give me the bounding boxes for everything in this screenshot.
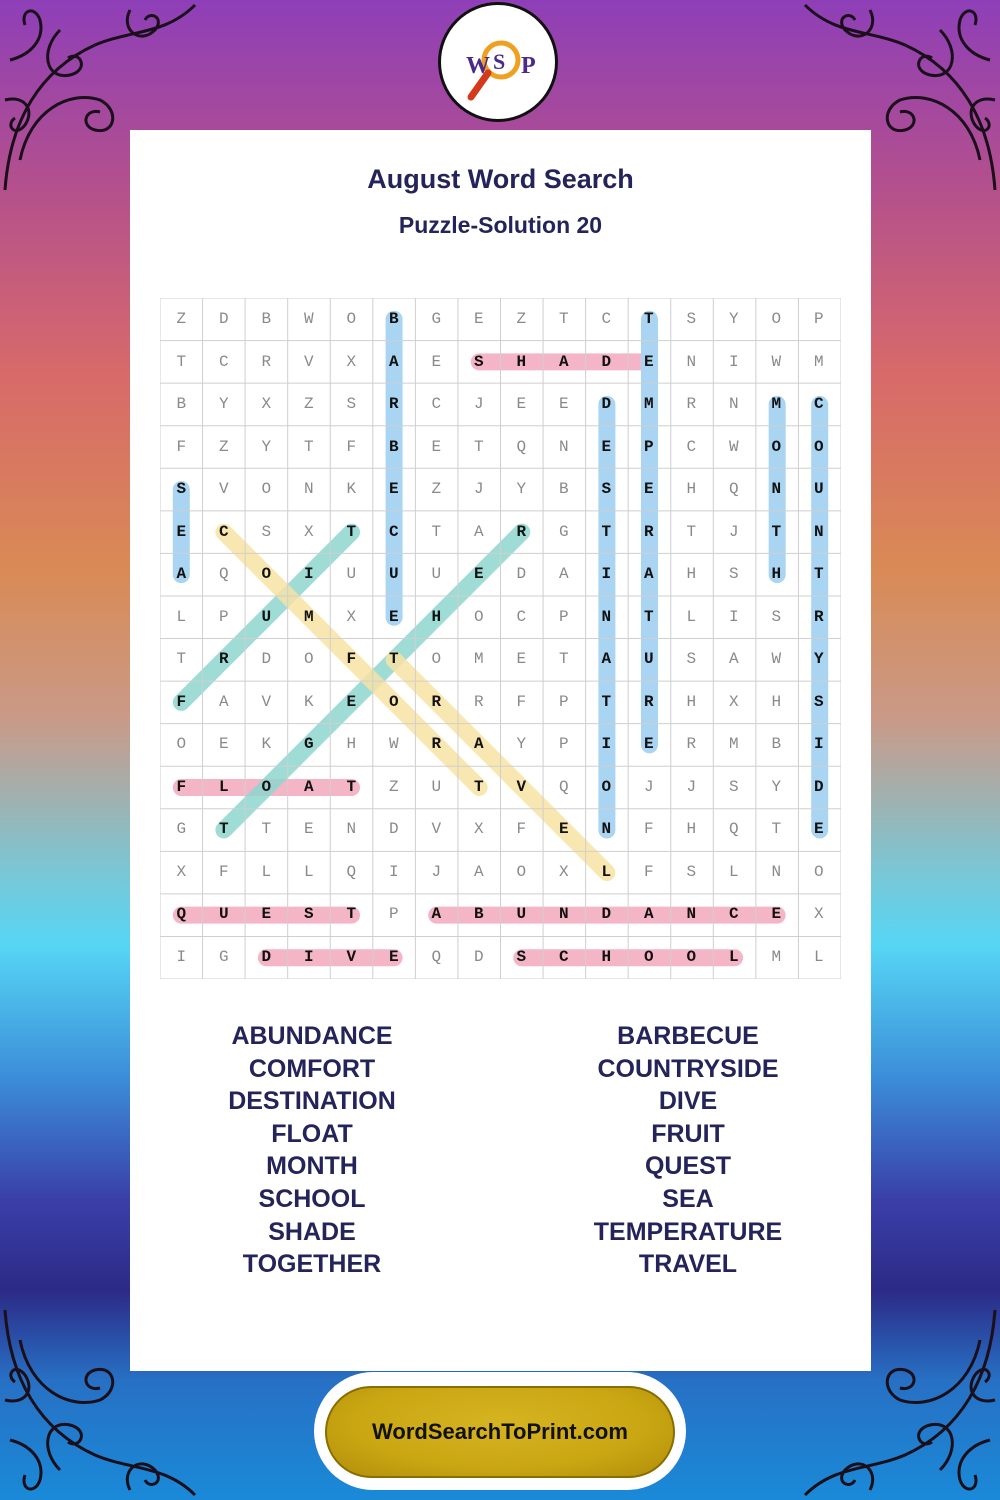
grid-cell[interactable]: X xyxy=(303,522,314,541)
grid-cell[interactable]: R xyxy=(431,735,442,754)
grid-cell[interactable]: T xyxy=(601,522,612,541)
grid-cell[interactable]: M xyxy=(771,947,782,966)
grid-cell[interactable]: H xyxy=(686,692,697,711)
grid-cell[interactable]: X xyxy=(261,395,272,414)
grid-cell[interactable]: O xyxy=(601,777,612,796)
grid-cell[interactable]: G xyxy=(558,522,569,541)
grid-cell[interactable]: T xyxy=(218,820,229,839)
grid-cell[interactable]: V xyxy=(431,820,442,839)
grid-cell[interactable]: E xyxy=(431,352,442,371)
grid-cell[interactable]: M xyxy=(303,607,314,626)
word-list-item: SEA xyxy=(662,1184,714,1213)
grid-cell[interactable]: R xyxy=(261,352,272,371)
grid-cell[interactable]: P xyxy=(643,437,654,456)
grid-cell[interactable]: N xyxy=(346,820,357,839)
grid-cell[interactable]: F xyxy=(218,862,229,881)
grid-cell[interactable]: A xyxy=(176,565,187,584)
grid-cell[interactable]: S xyxy=(473,352,484,371)
grid-cell[interactable]: J xyxy=(473,395,484,414)
grid-cell[interactable]: C xyxy=(728,905,739,924)
grid-cell[interactable]: C xyxy=(218,352,229,371)
grid-cell[interactable]: S xyxy=(516,947,527,966)
grid-cell[interactable]: R xyxy=(431,692,442,711)
grid-cell[interactable]: J xyxy=(686,777,697,796)
grid-cell[interactable]: B xyxy=(388,437,399,456)
grid-cell[interactable]: N xyxy=(686,905,697,924)
grid-cell[interactable]: C xyxy=(516,607,527,626)
grid-cell[interactable]: T xyxy=(388,650,399,669)
grid-cell[interactable]: D xyxy=(601,395,612,414)
grid-cell[interactable]: S xyxy=(176,480,187,499)
grid-cell[interactable]: N xyxy=(813,522,824,541)
grid-cell[interactable]: A xyxy=(728,650,739,669)
grid-cell[interactable]: U xyxy=(643,650,654,669)
logo-letter-s: S xyxy=(493,49,506,74)
grid-cell[interactable]: I xyxy=(303,565,314,584)
grid-cell[interactable]: L xyxy=(686,607,697,626)
grid-cell[interactable]: W xyxy=(303,310,314,329)
grid-cell[interactable]: H xyxy=(686,565,697,584)
grid-cell[interactable]: T xyxy=(643,607,654,626)
grid-cell[interactable]: V xyxy=(346,947,357,966)
grid-cell[interactable]: E xyxy=(218,735,229,754)
grid-cell[interactable]: J xyxy=(431,862,442,881)
grid-cell[interactable]: Z xyxy=(516,310,527,329)
grid-cell[interactable]: N xyxy=(728,395,739,414)
word-list-item: BARBECUE xyxy=(617,1022,759,1050)
grid-cell[interactable]: G xyxy=(176,820,187,839)
site-link-button[interactable]: WordSearchToPrint.com xyxy=(325,1386,675,1478)
grid-cell[interactable]: W xyxy=(771,352,782,371)
grid-cell[interactable]: A xyxy=(643,905,654,924)
grid-cell[interactable]: F xyxy=(176,777,187,796)
grid-cell[interactable]: E xyxy=(388,480,399,499)
grid-cell[interactable]: F xyxy=(643,862,654,881)
grid-cell[interactable]: S xyxy=(728,565,739,584)
grid-cell[interactable]: A xyxy=(558,565,569,584)
grid-cell[interactable]: C xyxy=(431,395,442,414)
grid-cell[interactable]: E xyxy=(388,947,399,966)
grid-cell[interactable]: O xyxy=(261,480,272,499)
grid-cell[interactable]: X xyxy=(473,820,484,839)
grid-cell[interactable]: O xyxy=(771,310,782,329)
grid-cell[interactable]: N xyxy=(686,352,697,371)
logo-letter-p: P xyxy=(521,53,536,79)
grid-cell[interactable]: Z xyxy=(176,310,187,329)
grid-cells xyxy=(160,298,841,979)
grid-cell[interactable]: A xyxy=(473,522,484,541)
grid-cell[interactable]: A xyxy=(643,565,654,584)
word-list-item: QUEST xyxy=(644,1152,732,1181)
word-list-item: FLOAT xyxy=(271,1119,353,1148)
grid-cell[interactable]: R xyxy=(218,650,229,669)
grid-cell[interactable]: E xyxy=(473,565,484,584)
grid-cell[interactable]: T xyxy=(473,777,484,796)
grid-cell[interactable]: S xyxy=(813,692,824,711)
grid-cell[interactable]: L xyxy=(176,607,187,626)
grid-cell[interactable]: L xyxy=(601,862,612,881)
grid-cell[interactable]: V xyxy=(218,480,229,499)
grid-cell[interactable]: L xyxy=(813,947,824,966)
grid-cell[interactable]: M xyxy=(771,395,782,414)
grid-cell[interactable]: Y xyxy=(218,395,229,414)
grid-cell[interactable]: C xyxy=(686,437,697,456)
grid-cell[interactable]: R xyxy=(813,607,824,626)
grid-cell[interactable]: S xyxy=(601,480,612,499)
grid-cell[interactable]: C xyxy=(601,310,612,329)
grid-cell[interactable]: A xyxy=(473,735,484,754)
grid-cell[interactable]: E xyxy=(516,650,527,669)
grid-cell[interactable]: P xyxy=(558,735,569,754)
grid-cell[interactable]: Y xyxy=(771,777,782,796)
grid-cell[interactable]: T xyxy=(346,522,357,541)
grid-cell[interactable]: O xyxy=(643,947,654,966)
grid-cell[interactable]: F xyxy=(516,820,527,839)
grid-cell[interactable]: G xyxy=(218,947,229,966)
grid-cell[interactable]: T xyxy=(643,310,654,329)
grid-cell[interactable]: M xyxy=(813,352,824,371)
grid-cell[interactable]: R xyxy=(686,395,697,414)
grid-cell[interactable]: L xyxy=(261,862,272,881)
grid-cell[interactable]: E xyxy=(303,820,314,839)
grid-cell[interactable]: V xyxy=(303,352,314,371)
grid-cell[interactable]: U xyxy=(813,480,824,499)
grid-cell[interactable]: A xyxy=(431,905,442,924)
grid-cell[interactable]: S xyxy=(303,905,314,924)
grid-cell[interactable]: F xyxy=(176,692,187,711)
grid-cell[interactable]: T xyxy=(601,692,612,711)
grid-cell[interactable]: A xyxy=(388,352,399,371)
grid-cell[interactable]: Y xyxy=(516,480,527,499)
grid-cell[interactable]: Z xyxy=(388,777,399,796)
grid-cell[interactable]: H xyxy=(601,947,612,966)
grid-cell[interactable]: E xyxy=(261,905,272,924)
grid-cell[interactable]: Q xyxy=(431,947,442,966)
grid-cell[interactable]: X xyxy=(346,607,357,626)
grid-cell[interactable]: F xyxy=(346,650,357,669)
grid-cell[interactable]: Q xyxy=(558,777,569,796)
grid-cell[interactable]: E xyxy=(431,437,442,456)
grid-cell[interactable]: T xyxy=(303,437,314,456)
grid-cell[interactable]: L xyxy=(728,947,739,966)
grid-cell[interactable]: H xyxy=(771,565,782,584)
grid-cell[interactable]: W xyxy=(388,735,399,754)
grid-cell[interactable]: R xyxy=(686,735,697,754)
grid-cell[interactable]: N xyxy=(771,862,782,881)
grid-cell[interactable]: A xyxy=(218,692,229,711)
site-logo[interactable] xyxy=(438,2,558,122)
grid-cell[interactable]: D xyxy=(261,650,272,669)
grid-cell[interactable]: Q xyxy=(516,437,527,456)
grid-cell[interactable]: E xyxy=(558,395,569,414)
grid-cell[interactable]: J xyxy=(728,522,739,541)
grid-cell[interactable]: Y xyxy=(728,310,739,329)
grid-cell[interactable]: E xyxy=(643,735,654,754)
grid-cell[interactable]: T xyxy=(261,820,272,839)
grid-cell[interactable]: F xyxy=(346,437,357,456)
grid-cell[interactable]: N xyxy=(601,820,612,839)
grid-cell[interactable]: E xyxy=(813,820,824,839)
grid-cell[interactable]: H xyxy=(431,607,442,626)
grid-cell[interactable]: P xyxy=(813,310,824,329)
grid-cell[interactable]: M xyxy=(643,395,654,414)
grid-cell[interactable]: U xyxy=(431,565,442,584)
grid-cell[interactable]: X xyxy=(346,352,357,371)
grid-cell[interactable]: C xyxy=(388,522,399,541)
grid-cell[interactable]: N xyxy=(558,437,569,456)
grid-cell[interactable]: L xyxy=(728,862,739,881)
grid-cell[interactable]: I xyxy=(728,607,739,626)
grid-cell[interactable]: E xyxy=(771,905,782,924)
grid-cell[interactable]: C xyxy=(813,395,824,414)
grid-cell[interactable]: T xyxy=(431,522,442,541)
grid-cell[interactable]: A xyxy=(473,862,484,881)
magnifier-icon xyxy=(441,5,555,119)
grid-cell[interactable]: N xyxy=(601,607,612,626)
grid-cell[interactable]: F xyxy=(643,820,654,839)
grid-cell[interactable]: B xyxy=(558,480,569,499)
grid-cell[interactable]: H xyxy=(516,352,527,371)
grid-cell[interactable]: O xyxy=(176,735,187,754)
grid-cell[interactable]: C xyxy=(218,522,229,541)
grid-cell[interactable]: B xyxy=(388,310,399,329)
grid-cell[interactable]: T xyxy=(558,310,569,329)
grid-cell[interactable]: A xyxy=(303,777,314,796)
grid-cell[interactable]: S xyxy=(686,862,697,881)
word-list-item: FRUIT xyxy=(651,1119,725,1148)
logo-letter-w: W xyxy=(466,53,490,79)
grid-cell[interactable]: H xyxy=(686,480,697,499)
grid-cell[interactable]: H xyxy=(346,735,357,754)
page-title: August Word Search xyxy=(367,164,634,194)
grid-cell[interactable]: T xyxy=(813,565,824,584)
word-list-item: TRAVEL xyxy=(638,1250,738,1279)
grid-cell[interactable]: U xyxy=(388,565,399,584)
word-list-item: TEMPERATURE xyxy=(593,1217,783,1246)
grid-cell[interactable]: E xyxy=(516,395,527,414)
grid-cell[interactable]: F xyxy=(516,692,527,711)
grid-cell[interactable]: B xyxy=(261,310,272,329)
grid-cell[interactable]: E xyxy=(643,480,654,499)
grid-cell[interactable]: R xyxy=(643,522,654,541)
grid-cell[interactable]: Y xyxy=(516,735,527,754)
grid-cell[interactable]: S xyxy=(261,522,272,541)
grid-cell[interactable]: E xyxy=(558,820,569,839)
grid-cell[interactable]: O xyxy=(813,862,824,881)
grid-cell[interactable]: N xyxy=(558,905,569,924)
grid-cell[interactable]: I xyxy=(388,862,399,881)
grid-cell[interactable]: D xyxy=(218,310,229,329)
grid-cell[interactable]: E xyxy=(643,352,654,371)
word-list-right xyxy=(538,1020,838,1281)
grid-cell[interactable]: S xyxy=(728,777,739,796)
grid-cell[interactable]: T xyxy=(176,650,187,669)
grid-cell[interactable]: O xyxy=(303,650,314,669)
grid-cell[interactable]: M xyxy=(728,735,739,754)
grid-cell[interactable]: Q xyxy=(728,480,739,499)
grid-cell[interactable]: O xyxy=(813,437,824,456)
grid-cell[interactable]: K xyxy=(346,480,357,499)
grid-cell[interactable]: G xyxy=(431,310,442,329)
grid-cell[interactable]: P xyxy=(558,607,569,626)
grid-cell[interactable]: B xyxy=(473,905,484,924)
word-list-item: SHADE xyxy=(268,1217,356,1246)
grid-cell[interactable]: O xyxy=(473,607,484,626)
grid-cell[interactable]: S xyxy=(346,395,357,414)
grid-cell[interactable]: E xyxy=(473,310,484,329)
grid-cell[interactable]: M xyxy=(473,650,484,669)
word-list-item: TOGETHER xyxy=(242,1250,382,1279)
grid-cell[interactable]: Q xyxy=(728,820,739,839)
grid-cell[interactable]: L xyxy=(303,862,314,881)
grid-cell[interactable]: C xyxy=(558,947,569,966)
grid-cell[interactable]: U xyxy=(516,905,527,924)
grid-cell[interactable]: Z xyxy=(218,437,229,456)
grid-cell[interactable]: J xyxy=(643,777,654,796)
grid-cell[interactable]: W xyxy=(771,650,782,669)
word-search-grid xyxy=(160,298,841,979)
word-list-item: COUNTRYSIDE xyxy=(597,1054,779,1083)
grid-cell[interactable]: E xyxy=(388,607,399,626)
grid-cell[interactable]: O xyxy=(388,692,399,711)
grid-cell[interactable]: N xyxy=(303,480,314,499)
grid-cell[interactable]: Y xyxy=(813,650,824,669)
grid-cell[interactable]: J xyxy=(473,480,484,499)
grid-cell[interactable]: H xyxy=(771,692,782,711)
grid-cell[interactable]: O xyxy=(516,862,527,881)
grid-cell[interactable]: Y xyxy=(261,437,272,456)
grid-cell[interactable]: Q xyxy=(176,905,187,924)
grid-cell[interactable]: T xyxy=(473,437,484,456)
grid-cell[interactable]: D xyxy=(813,777,824,796)
grid-cell[interactable]: R xyxy=(643,692,654,711)
grid-cell[interactable]: E xyxy=(176,522,187,541)
grid-cell[interactable]: O xyxy=(686,947,697,966)
grid-cell[interactable]: S xyxy=(686,650,697,669)
grid-cell[interactable]: D xyxy=(601,352,612,371)
grid-cell[interactable]: D xyxy=(473,947,484,966)
grid-cell[interactable]: X xyxy=(728,692,739,711)
grid-cell[interactable]: E xyxy=(346,692,357,711)
grid-cell[interactable]: U xyxy=(346,565,357,584)
word-list-item: DESTINATION xyxy=(228,1087,396,1116)
word-list-left xyxy=(162,1020,462,1281)
grid-cell[interactable]: I xyxy=(303,947,314,966)
grid-cell[interactable]: O xyxy=(771,437,782,456)
grid-cell[interactable]: O xyxy=(261,565,272,584)
grid-cell[interactable]: R xyxy=(473,692,484,711)
word-list-item: MONTH xyxy=(266,1152,358,1181)
grid-cell[interactable]: O xyxy=(346,310,357,329)
grid-cell[interactable]: P xyxy=(558,692,569,711)
grid-cell[interactable]: I xyxy=(728,352,739,371)
grid-cell[interactable]: I xyxy=(813,735,824,754)
grid-cell[interactable]: X xyxy=(176,862,187,881)
grid-cell[interactable]: U xyxy=(218,905,229,924)
grid-cell[interactable]: T xyxy=(346,905,357,924)
grid-cell[interactable]: T xyxy=(771,522,782,541)
grid-cell[interactable]: O xyxy=(431,650,442,669)
grid-cell[interactable]: S xyxy=(771,607,782,626)
grid-cell[interactable]: S xyxy=(686,310,697,329)
grid-cell[interactable]: A xyxy=(601,650,612,669)
word-list-item: COMFORT xyxy=(248,1054,376,1083)
grid-cell[interactable]: B xyxy=(771,735,782,754)
grid-cell[interactable]: A xyxy=(558,352,569,371)
grid-cell[interactable]: Q xyxy=(346,862,357,881)
grid-cell[interactable]: B xyxy=(176,395,187,414)
grid-cell[interactable]: K xyxy=(303,692,314,711)
grid-cell[interactable]: H xyxy=(686,820,697,839)
grid-cell[interactable]: Q xyxy=(218,565,229,584)
grid-cell[interactable]: F xyxy=(176,437,187,456)
grid-cell[interactable]: Z xyxy=(431,480,442,499)
grid-cell[interactable]: P xyxy=(388,905,399,924)
grid-cell[interactable]: R xyxy=(516,522,527,541)
word-list-item: SCHOOL xyxy=(258,1184,366,1213)
grid-cell[interactable]: I xyxy=(601,735,612,754)
grid-cell[interactable]: U xyxy=(261,607,272,626)
grid-cell[interactable]: T xyxy=(346,777,357,796)
grid-cell[interactable]: K xyxy=(261,735,272,754)
word-list-item: DIVE xyxy=(658,1087,718,1116)
grid-cell[interactable]: X xyxy=(558,862,569,881)
grid-cell[interactable]: W xyxy=(728,437,739,456)
grid-cell[interactable]: X xyxy=(813,905,824,924)
grid-cell[interactable]: D xyxy=(388,820,399,839)
grid-cell[interactable]: R xyxy=(388,395,399,414)
grid-cell[interactable]: I xyxy=(176,947,187,966)
grid-cell[interactable]: D xyxy=(601,905,612,924)
grid-cell[interactable]: T xyxy=(176,352,187,371)
grid-cell[interactable]: T xyxy=(771,820,782,839)
word-list-item: ABUNDANCE xyxy=(231,1022,393,1050)
grid-cell[interactable]: V xyxy=(261,692,272,711)
grid-cell[interactable]: P xyxy=(218,607,229,626)
grid-cell[interactable]: I xyxy=(601,565,612,584)
grid-cell[interactable]: Z xyxy=(303,395,314,414)
page-subtitle: Puzzle-Solution 20 xyxy=(398,212,603,238)
grid-cell[interactable]: T xyxy=(686,522,697,541)
grid-cell[interactable]: L xyxy=(218,777,229,796)
grid-cell[interactable]: N xyxy=(771,480,782,499)
grid-cell[interactable]: D xyxy=(261,947,272,966)
grid-cell[interactable]: O xyxy=(261,777,272,796)
grid-cell[interactable]: G xyxy=(303,735,314,754)
grid-cell[interactable]: V xyxy=(516,777,527,796)
grid-cell[interactable]: U xyxy=(431,777,442,796)
grid-cell[interactable]: T xyxy=(558,650,569,669)
grid-cell[interactable]: E xyxy=(601,437,612,456)
grid-cell[interactable]: D xyxy=(516,565,527,584)
